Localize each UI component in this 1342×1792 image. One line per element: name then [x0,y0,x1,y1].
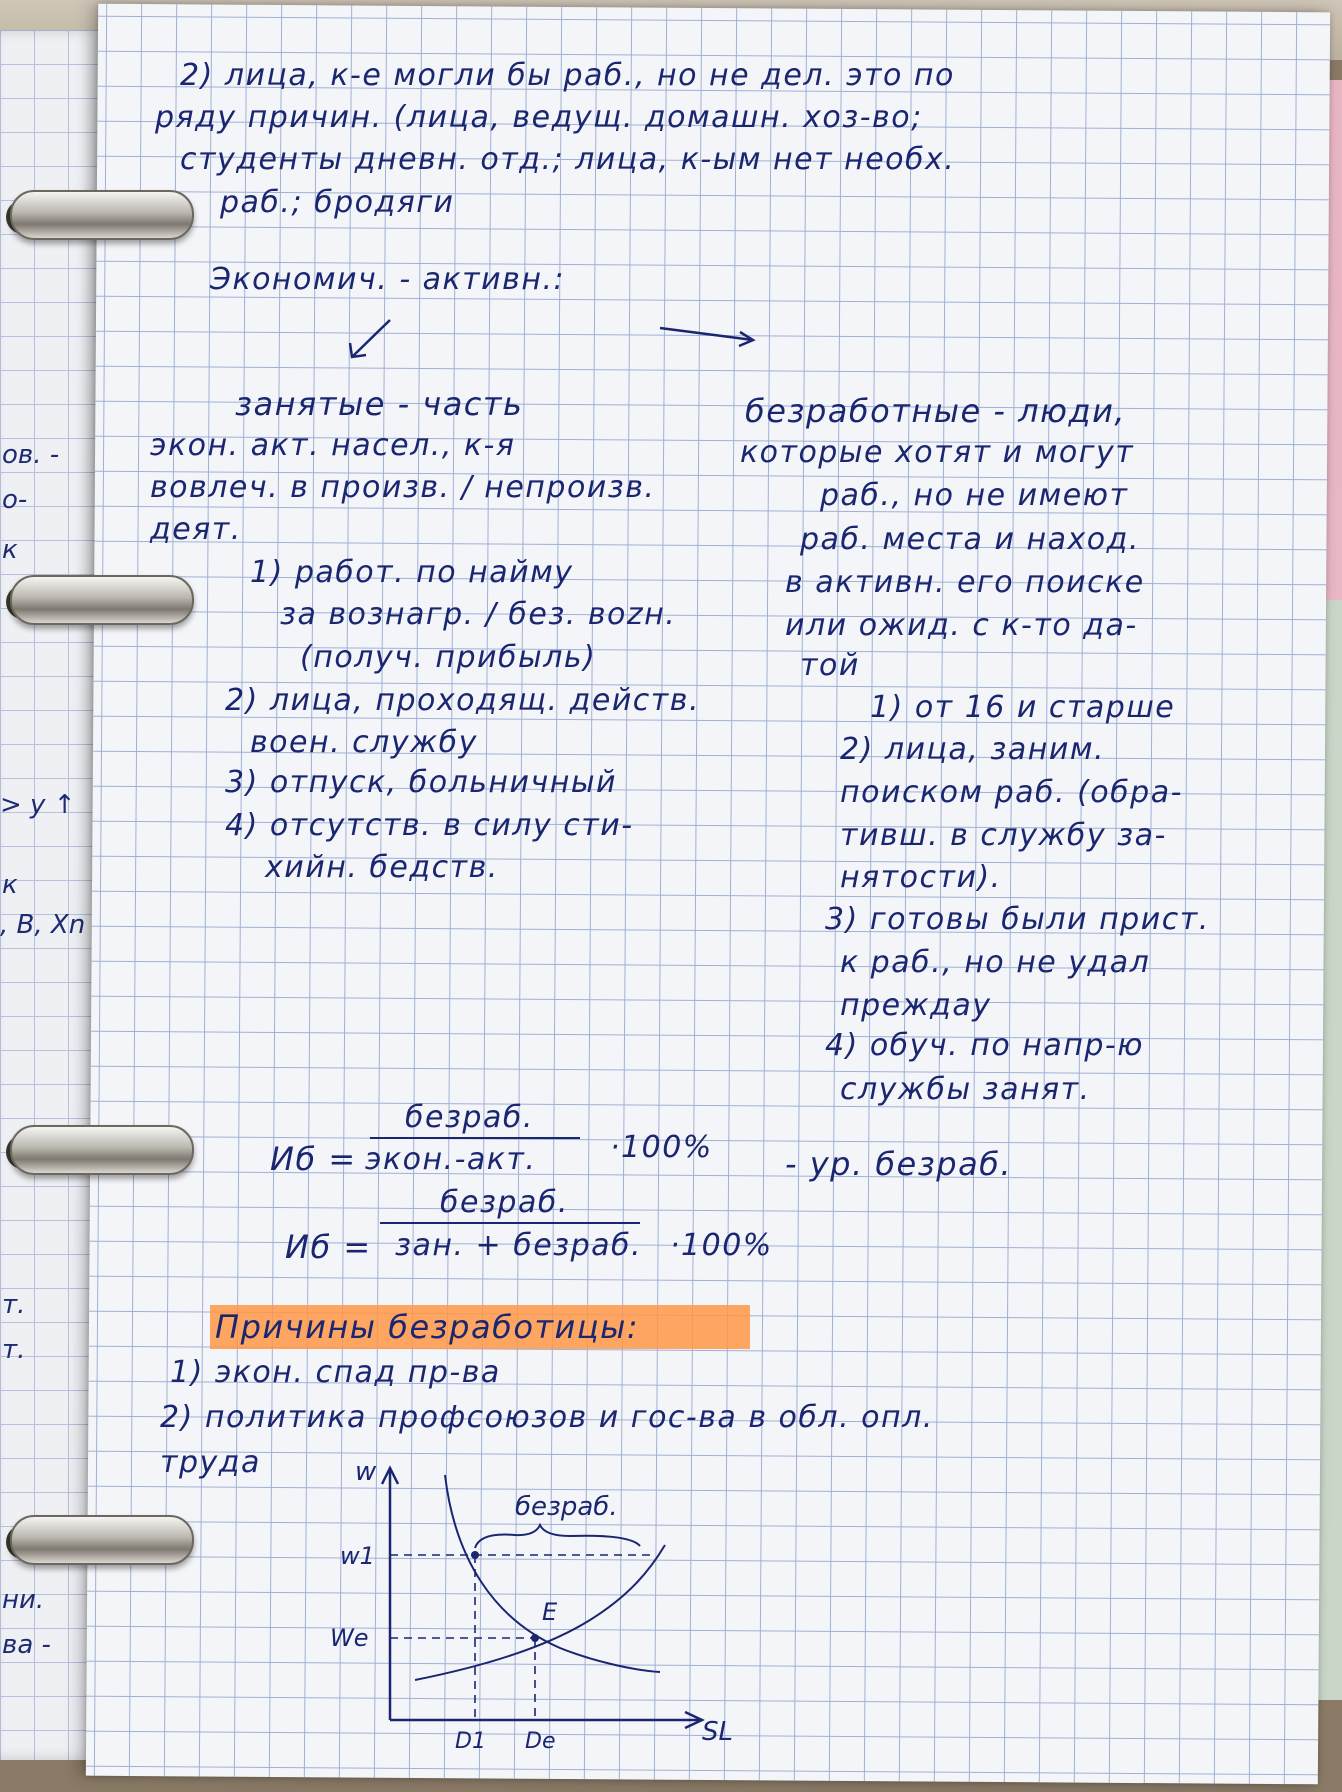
note-line: вовлеч. в произв. / непроизв. [150,470,656,505]
formula-lhs: Иб = [270,1140,357,1178]
left-fragment: , В, Хn [0,910,86,940]
note-line: в активн. его поиске [785,565,1145,600]
list-item: хийн. бедств. [265,850,499,885]
list-item: 3) отпуск, больничный [225,765,618,800]
list-item: поиском раб. (обра- [840,775,1183,810]
list-item: нятости). [840,860,1002,895]
list-item: 2) политика профсоюзов и гос-ва в обл. опл. [160,1400,934,1435]
we-label: We [330,1624,369,1652]
list-item: тивш. в службу за- [840,818,1167,853]
note-line: которые хотят и могут [740,435,1135,470]
formula-numerator: безраб. [440,1185,569,1220]
formula-denominator: зан. + безраб. [395,1228,643,1263]
list-item: 2) лица, проходящ. действ. [225,683,700,718]
binder-ring-icon [10,1515,194,1565]
list-item: преждау [840,988,992,1023]
fraction-bar [380,1222,640,1224]
section-heading: Экономич. - активн.: [210,262,566,297]
note-line: той [800,648,860,683]
left-fragment: > у ↑ [0,790,76,820]
unemployed-definition: безработные - люди, [745,392,1127,430]
formula-denominator: экон.-акт. [365,1142,537,1177]
arrow-down-left-icon [340,315,400,365]
intersection-point [471,1551,479,1559]
list-item: 2) лица, заним. [840,732,1105,767]
note-line: экон. акт. насел., к-я [150,428,516,463]
formula-multiplier: ·100% [610,1130,713,1165]
left-fragment: к [2,535,18,565]
left-page [0,30,100,1760]
binder-ring-icon [10,575,194,625]
formula-note: - ур. безраб. [785,1145,1013,1183]
binder-ring-icon [10,190,194,240]
employed-definition: занятые - часть [235,385,524,423]
x-axis-label: SL [702,1717,733,1747]
note-line: ряду причин. (лица, ведущ. домашн. хоз-во; [155,100,923,135]
arrow-right-icon [655,320,765,350]
binder-ring-icon [10,1125,194,1175]
note-line: раб.; бродяги [220,185,455,220]
de-label: De [525,1729,556,1754]
gap-label: безраб. [515,1492,618,1522]
list-item: к раб., но не удал [840,945,1151,980]
note-line: или ожид. с к-то да- [785,608,1138,643]
w1-label: w1 [340,1542,375,1570]
formula-multiplier: ·100% [670,1228,773,1263]
note-line: 2) лица, к-е могли бы раб., но не дел. это по [180,58,955,93]
unemployment-brace [475,1525,640,1548]
list-item: службы занят. [840,1072,1091,1107]
left-fragment: ва - [2,1630,51,1660]
list-item: 3) готовы были прист. [825,902,1210,937]
note-line: студенты дневн. отд.; лица, к-ым нет необх. [180,142,956,177]
labor-market-graph [330,1440,733,1760]
equilibrium-point [531,1634,539,1642]
formula-lhs: Иб = [285,1228,372,1266]
left-fragment: т. [2,1335,26,1365]
list-item: 1) работ. по найму [250,555,574,590]
left-fragment: ов. - [2,440,60,470]
list-item: (получ. прибыль) [300,640,597,675]
note-line: раб. места и наход. [800,522,1140,557]
left-fragment: о- [2,485,28,515]
list-item: воен. службу [250,725,478,760]
causes-heading: Причины безработицы: [215,1308,640,1346]
formula-numerator: безраб. [405,1100,534,1135]
equilibrium-label: E [542,1598,558,1626]
list-item: за вознагр. / без. вozн. [280,597,677,632]
note-line: раб., но не имеют [820,478,1129,513]
list-item: 4) отсутств. в силу сти- [225,808,634,843]
d1-label: D1 [455,1729,486,1754]
list-item: 1) экон. спад пр-ва [170,1355,501,1390]
y-axis-label: w [355,1457,377,1487]
note-line: деят. [150,512,242,547]
list-item: труда [160,1445,261,1480]
supply-curve [415,1545,665,1680]
fraction-bar [370,1137,580,1139]
left-fragment: т. [2,1290,26,1320]
list-item: 1) от 16 и старше [870,690,1176,725]
list-item: 4) обуч. по напр-ю [825,1028,1144,1063]
left-fragment: ни. [2,1585,45,1615]
left-fragment: к [2,870,18,900]
